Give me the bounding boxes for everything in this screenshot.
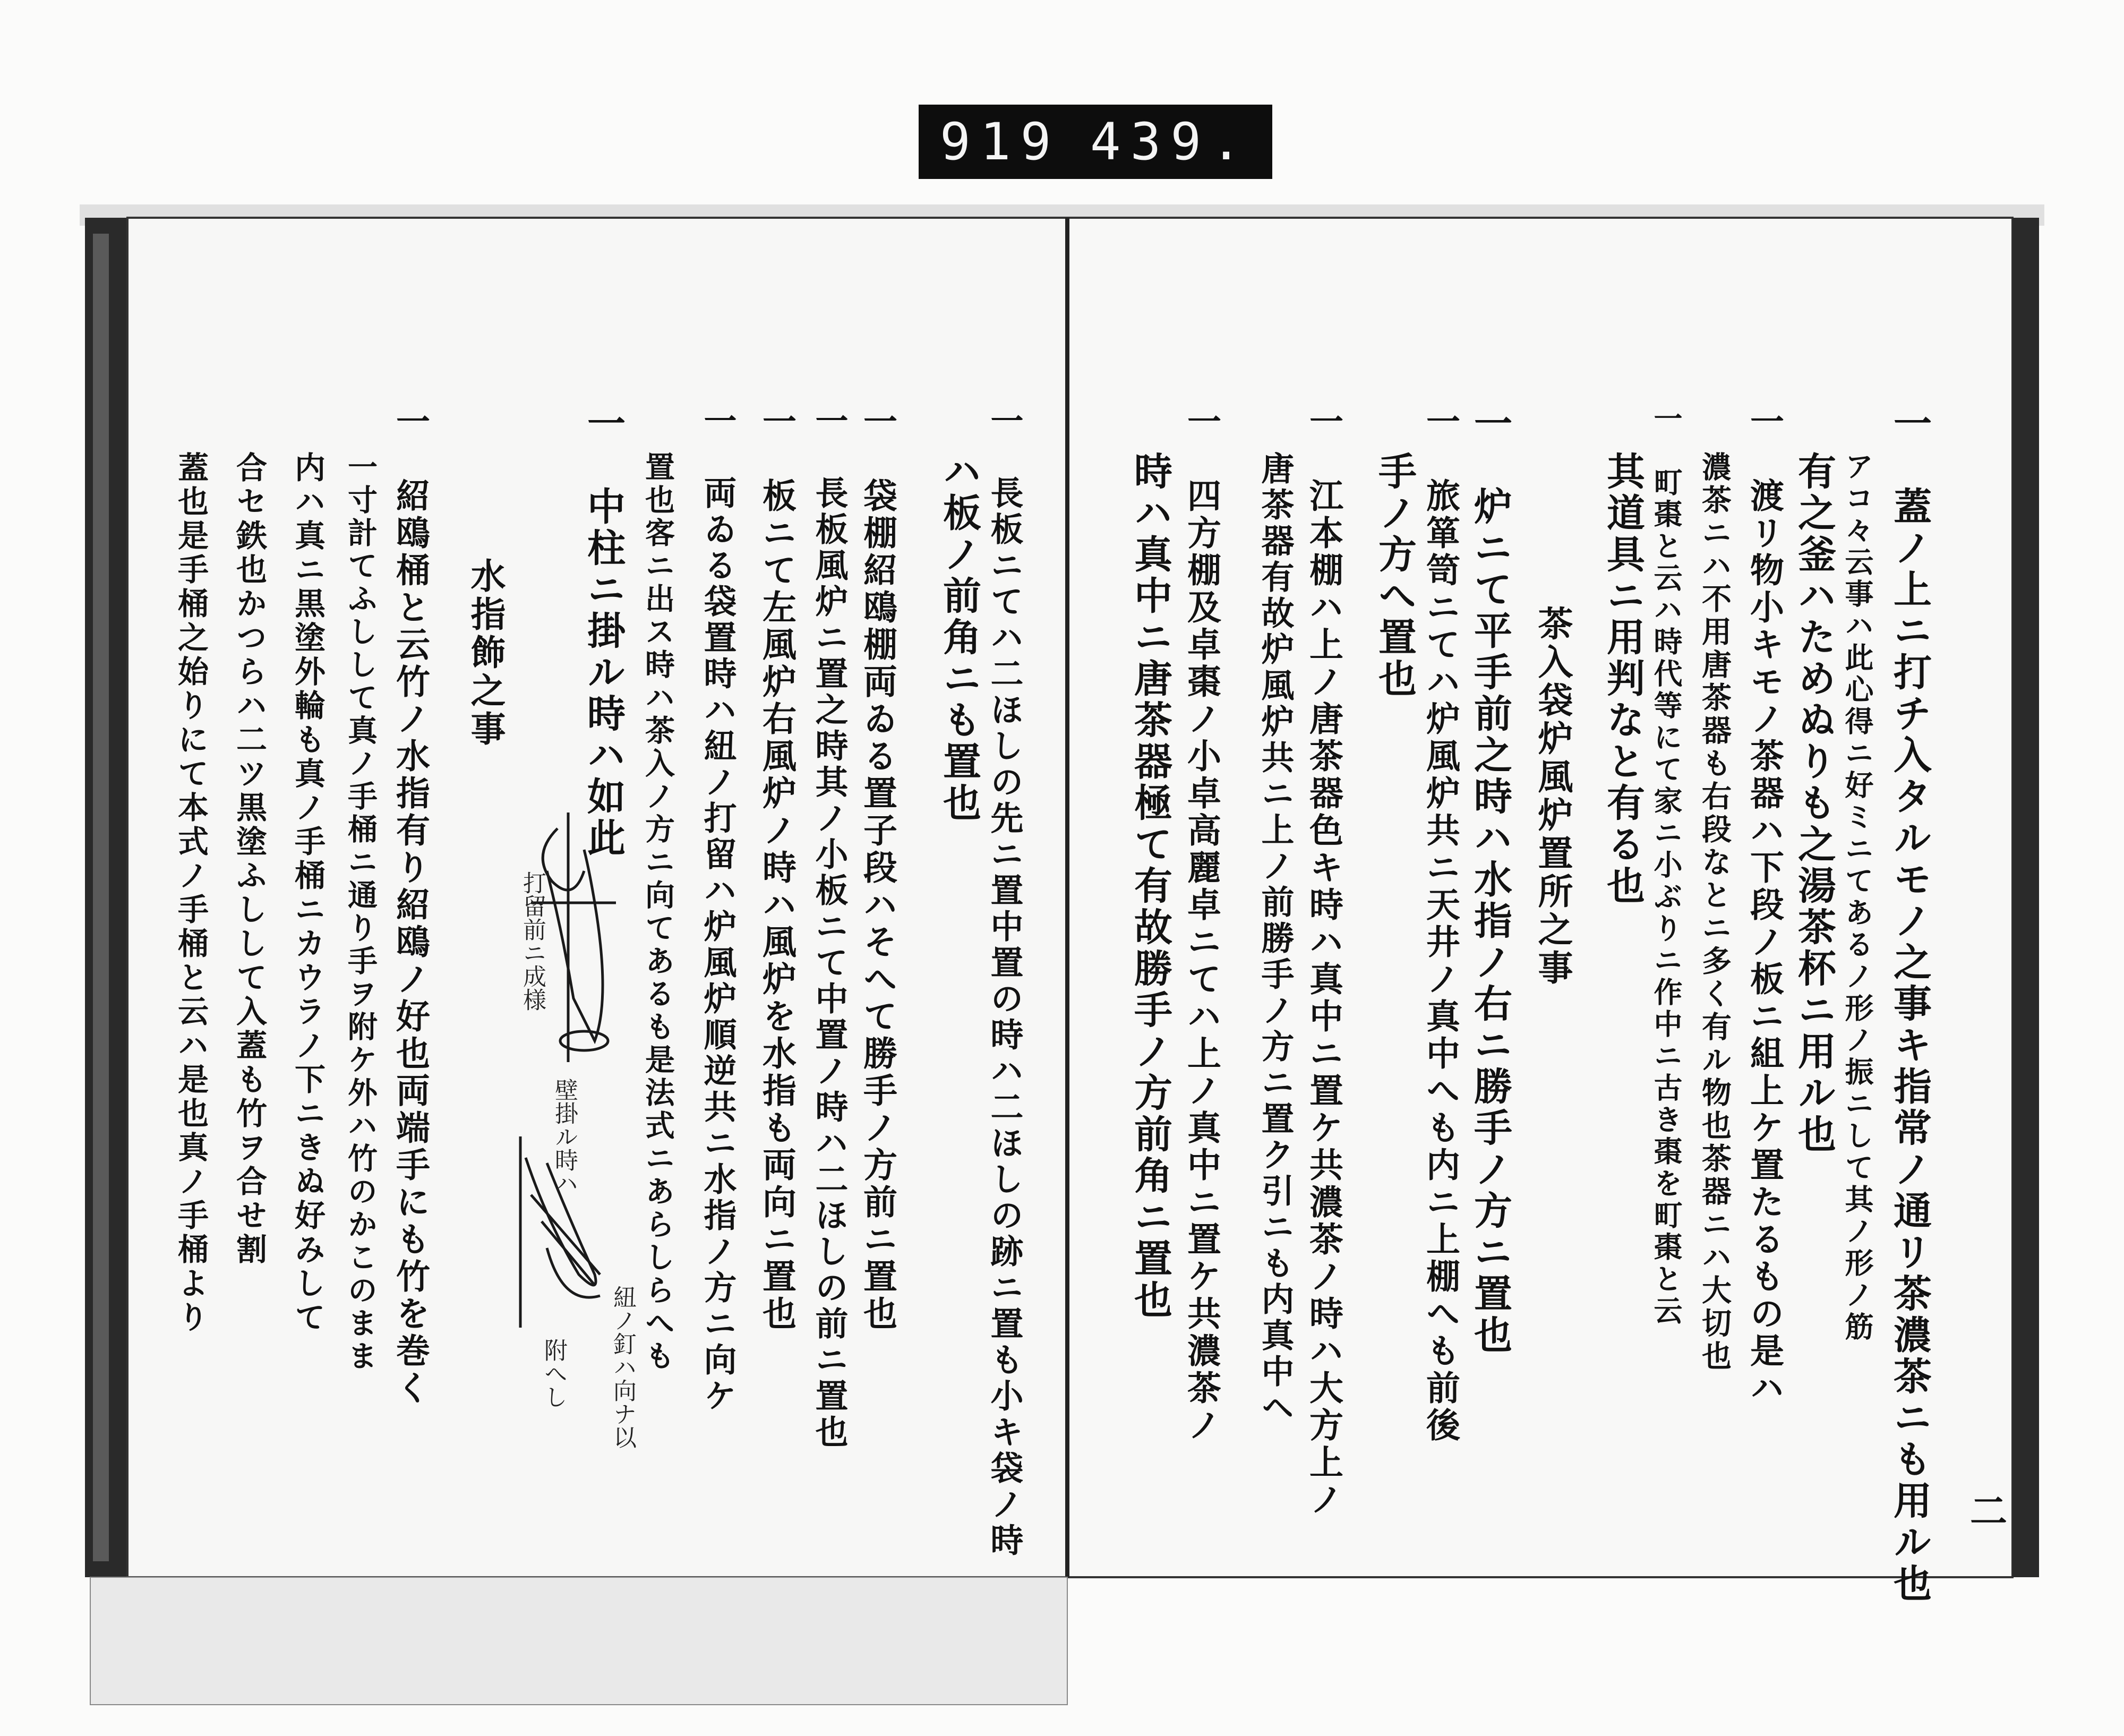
left-col-13: 蓋也是手桶之始りにて本式ノ手桶と云ハ是也真ノ手桶より [173,451,209,1335]
right-col-8: 一 旅箪笥ニてハ炉風炉共ニ天井ノ真中へも内ニ上棚へも前後 [1420,404,1460,1444]
left-col-4: 一 長板風炉ニ置之時其ノ小板ニて中置ノ時ハ二ほしの前ニ置也 [810,404,849,1451]
right-col-7: 其道具ニ用判なと有る也 [1600,451,1645,907]
left-col-3: 一 袋棚紹鴎棚両ゐる置子段ハそへて勝手ノ方前ニ置也 [858,404,897,1333]
left-col-11: 内ハ真ニ黒塗外輪も真ノ手桶ニカウラノ下ニきぬ好みして [289,451,326,1335]
left-section-heading: 水指飾之事 [465,558,506,749]
left-col-8: 一 中柱ニ掛ル時ハ如此 [581,404,626,859]
left-col-9: 一 紹鴎桶と云竹ノ水指有り紹鴎ノ好也両端手にも竹を巻く [390,404,430,1407]
right-col-4: 一 渡リ物小キモノ茶器ハ下段ノ板ニ組上ケ置たるもの是ハ [1744,404,1784,1407]
page-number: 二 [1970,1490,2007,1533]
right-section-heading: 茶入袋炉風炉置所之事 [1532,605,1573,988]
right-col-2: アコ々云事ハ此心得ニ好ミニてあるノ形ノ振ニして其ノ形ノ筋 [1840,451,1874,1344]
right-col-13: 一 四方棚及卓棗ノ小卓高麗卓ニてハ上ノ真中ニ置ケ共濃茶ノ [1181,404,1221,1444]
label-left-number: 919 [940,112,1061,172]
left-col-2: ハ板ノ前角ニも置也 [937,451,981,824]
archive-label [919,105,1272,179]
left-col-10: 一寸計てふしして真ノ手桶ニ通り手ヲ附ケ外ハ竹のかこのまま [343,451,378,1373]
diagram-note-nail: 紐ノ釘ハ向ナ以 [609,1285,636,1449]
right-col-5: 濃茶ニハ不用唐茶器も右段なとニ多く有ル物也茶器ニハ大切也 [1697,451,1732,1373]
right-col-14: 時ハ真中ニ唐茶器極て有故勝手ノ方前角ニ置也 [1128,451,1172,1321]
right-col-9: 手ノ方へ置也 [1372,451,1417,700]
diagram-note-wall: 壁掛ル時ハ [551,1078,578,1195]
right-col-1: 一 蓋ノ上ニ打チ入タルモノ之事キ指常ノ通リ茶濃茶ニも用ル也 [1887,404,1932,1605]
right-col-3: 有之釜ハためぬりも之湯茶杯ニ用ル也 [1792,451,1836,1156]
left-col-12: 合セ鉄也かつらハ二ツ黒塗ふしして入蓋も竹ヲ合せ割 [231,451,267,1267]
right-col-11: 一 江本棚ハ上ノ唐茶器色キ時ハ真中ニ置ケ共濃茶ノ時ハ大方上ノ [1304,404,1343,1519]
left-col-6: 一 両ゐる袋置時ハ紐ノ打留ハ炉風炉順逆共ニ水指ノ方ニ向ケ [698,404,737,1415]
label-right-number: 439. [1090,112,1251,172]
right-col-6: 一 町棗と云ハ時代等にて家ニ小ぶりニ作中ニ古き棗を町棗と云 [1649,404,1683,1328]
diagram-note-attach: 附へし [540,1338,567,1408]
diagram-note-front: 打留前ニ成様 [519,871,546,1011]
right-col-12: 唐茶器有故炉風炉共ニ上ノ前勝手ノ方ニ置ク引ニも内真中ヘ [1256,451,1295,1426]
left-col-7: 置也客ニ出ス時ハ茶入ノ方ニ向てあるも是法式ニあらしらへも [640,451,675,1373]
right-col-10: 一 炉ニて平手前之時ハ水指ノ右ニ勝手ノ方ニ置也 [1468,404,1512,1356]
left-col-1: 一 長板ニてハ二ほしの先ニ置中置の時ハ二ほしの跡ニ置も小キ袋ノ時 [985,404,1024,1559]
left-col-5: 一 板ニて左風炉右風炉ノ時ハ風炉を水指も両向ニ置也 [757,404,796,1333]
